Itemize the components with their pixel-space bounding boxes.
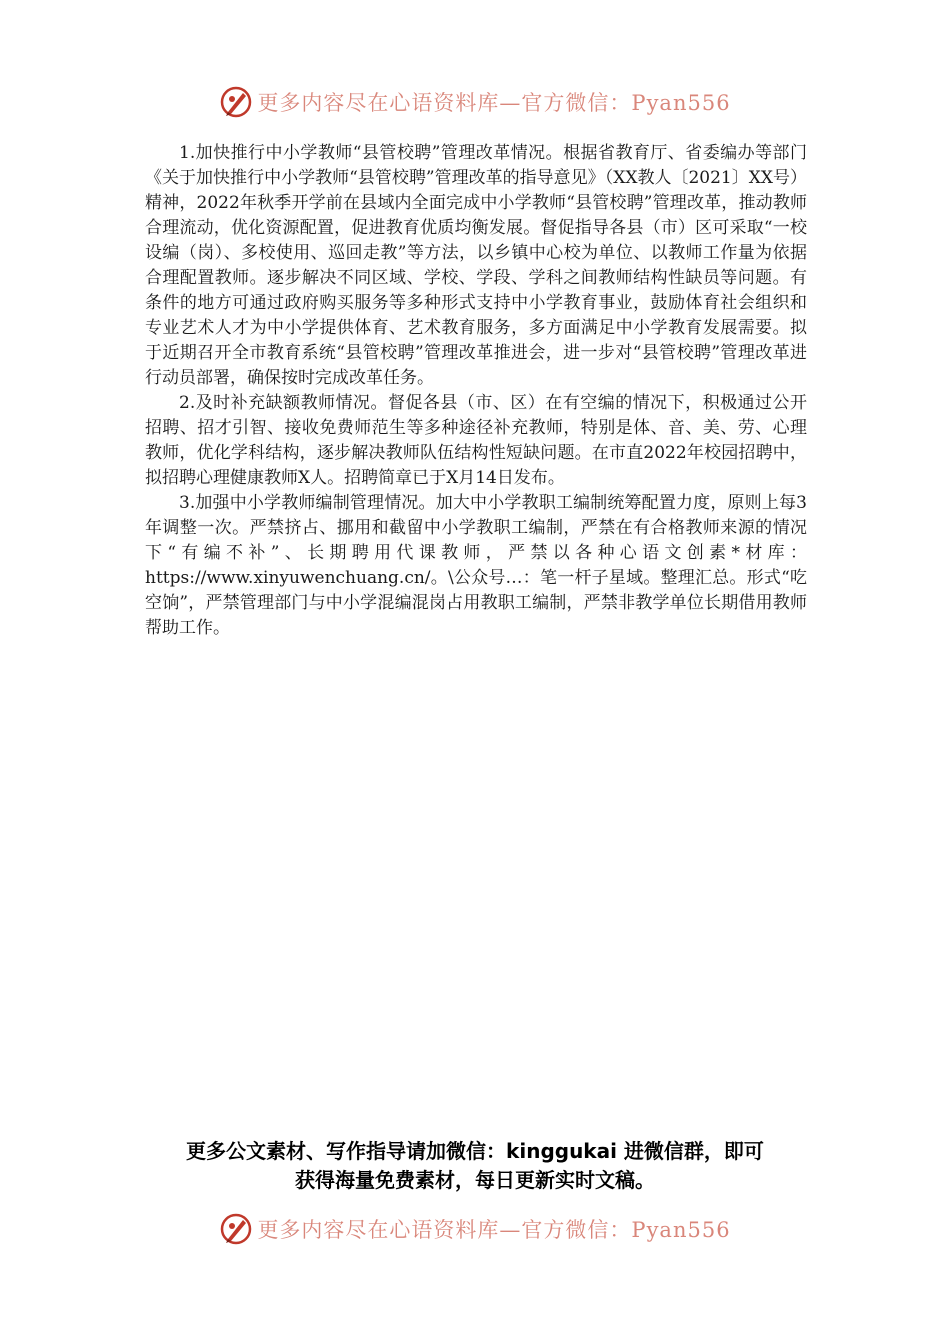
paragraph-3: 3.加强中小学教师编制管理情况。加大中小学教职工编制统筹配置力度，原则上每3年调整一次。严禁挤占、挪用和截留中小学教职工编制，严禁在有合格教师来源的情况下“有编不补”、长期聘用代课教师，严禁以各种心语文创素*材库：https://www.xinyuwenchuang.cn/。\公众号…：笔一杆子星域。整理汇总。形式“吃空饷”，严禁管理部门与中小学混编混岗占用教职工编制，严禁非教学单位长期借用教师帮助工作。: [145, 493, 807, 638]
footer-banner: [0, 1209, 950, 1249]
footer-note-line-2: 获得海量免费素材，每日更新实时文稿。: [295, 1168, 655, 1192]
paragraph-2: 2.及时补充缺额教师情况。督促各县（市、区）在有空编的情况下，积极通过公开招聘、招才引智、接收免费师范生等多种途径补充教师，特别是体、音、美、劳、心理教师，优化学科结构，逐步解决教师队伍结构性短缺问题。在市直2022年校园招聘中，拟招聘心理健康教师X人。招聘简章已于X月14日发布。: [145, 393, 807, 488]
footer-note: [130, 1137, 820, 1195]
pen-logo-icon: [219, 1212, 253, 1246]
footer-banner-text: 更多内容尽在心语资料库—官方微信：Pyan556: [257, 1218, 731, 1242]
pen-logo-icon: [219, 85, 253, 119]
footer-note-line-1: 更多公文素材、写作指导请加微信：kinggukai 进微信群，即可: [186, 1139, 764, 1163]
header-banner-text: 更多内容尽在心语资料库—官方微信：Pyan556: [257, 91, 731, 115]
header-banner: [0, 82, 950, 122]
paragraph-1: 1.加快推行中小学教师“县管校聘”管理改革情况。根据省教育厅、省委编办等部门《关于加快推行中小学教师“县管校聘”管理改革的指导意见》（XX教人〔2021〕XX号）精神，2022年秋季开学前在县域内全面完成中小学教师“县管校聘”管理改革，推动教师合理流动，优化资源配置，促进教育优质均衡发展。督促指导各县（市）区可采取“一校设编（岗）、多校使用、巡回走教”等方法，以乡镇中心校为单位、以教师工作量为依据合理配置教师。逐步解决不同区域、学校、学段、学科之间教师结构性缺员等问题。有条件的地方可通过政府购买服务等多种形式支持中小学教育事业，鼓励体育社会组织和专业艺术人才为中小学提供体育、艺术教育服务，多方面满足中小学教育发展需要。拟于近期召开全市教育系统“县管校聘”管理改革推进会，进一步对“县管校聘”管理改革进行动员部署，确保按时完成改革任务。: [145, 143, 807, 388]
document-body: [145, 141, 807, 641]
